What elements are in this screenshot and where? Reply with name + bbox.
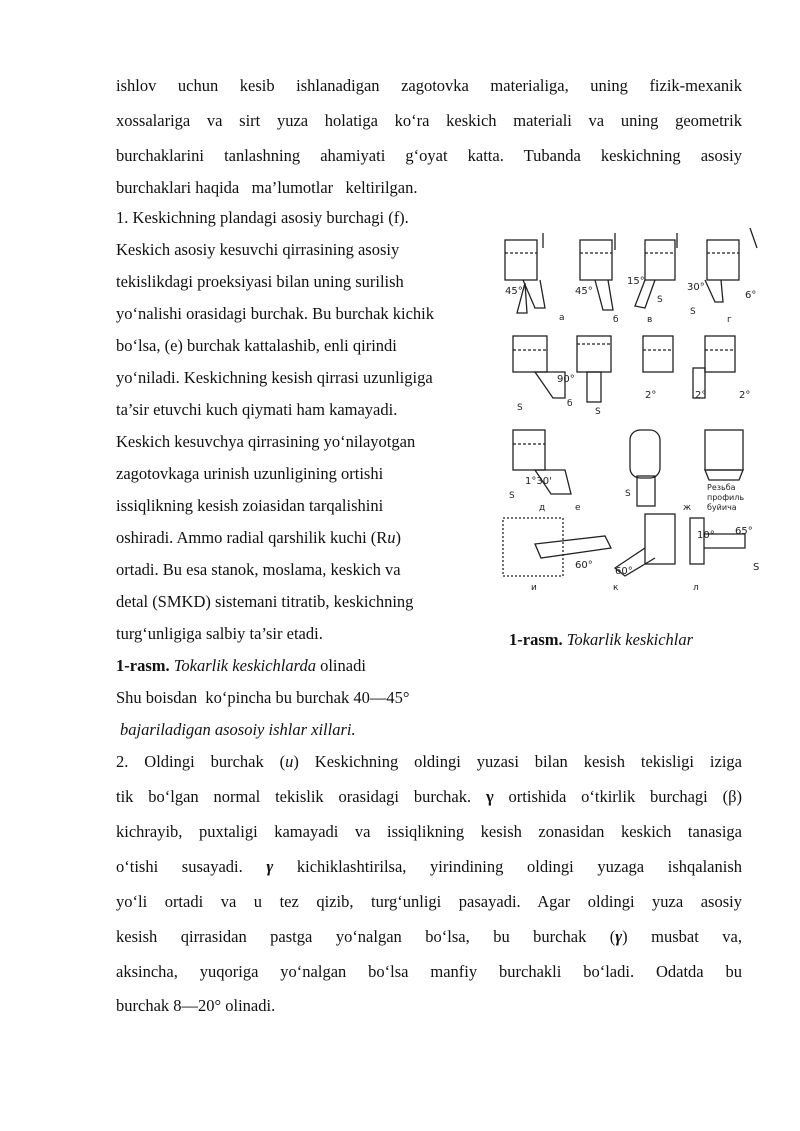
svg-text:д: д (539, 503, 546, 513)
gamma-symbol: γ (615, 927, 623, 946)
radial-force-post: ) (395, 528, 402, 547)
figure-caption-bold: 1-rasm. (509, 630, 563, 649)
section2-line-4 (116, 857, 742, 877)
figure-reference-bold: 1-rasm. (116, 656, 170, 675)
section2-l2-pre: tik bo‘lgan normal tekislik orasidagi burchak. (116, 787, 486, 806)
svg-text:к: к (613, 583, 619, 593)
svg-text:Резьба: Резьба (707, 483, 736, 492)
section2-l1-post: ) Keskichning oldingi yuzasi bilan kesish tekisligi iziga (293, 752, 742, 771)
section2-line-5: yo‘li ortadi va u tez qizib, turg‘unligi pasayadi. Agar oldingi yuza asosiy (116, 892, 742, 911)
section2-l1-it: u (285, 752, 294, 771)
tool-row4 (503, 514, 759, 593)
tool-row2-left (513, 336, 575, 413)
svg-text:S: S (517, 403, 523, 413)
intro-line-2: xossalariga va sirt yuza holatiga ko‘ra keskich materiali va uning geometrik (116, 111, 742, 130)
svg-text:2°: 2° (645, 390, 657, 401)
section1-line: Keskich kesuvchya qirrasining yo‘nilayotgan (116, 432, 416, 451)
section2-line-6 (116, 927, 742, 947)
figure-caption-italic: Tokarlik keskichlar (566, 630, 694, 649)
svg-text:е: е (575, 503, 581, 513)
tool-b (575, 233, 615, 310)
figure-caption (509, 630, 693, 650)
section1-line: detal (SMKD) sistemani titratib, keskichning (116, 592, 414, 611)
figure-reference (116, 656, 366, 676)
section2-line-3: kichrayib, puxtaligi kamayadi va issiqlikning kesish zonasidan keskich tanasiga (116, 822, 742, 841)
svg-text:и: и (531, 583, 537, 593)
tool-row3-left (509, 430, 581, 513)
section1-line: yo‘nalishi orasidagi burchak. Bu burchak kichik (116, 304, 435, 323)
section1-line: ta’sir etuvchi kuch qiymati ham kamayadi. (116, 400, 398, 419)
radial-force-pre: oshiradi. Ammo radial qarshilik kuchi (R (116, 528, 388, 547)
section1-line: tekislikdagi proeksiyasi bilan uning surilish (116, 272, 404, 291)
svg-text:S: S (690, 307, 696, 317)
svg-text:1°30': 1°30' (525, 476, 552, 487)
svg-text:15°: 15° (627, 276, 645, 287)
section2-line-2 (116, 787, 742, 807)
italic-line: bajariladigan asosoiy ishlar xillari. (120, 720, 356, 739)
svg-text:10°: 10° (697, 530, 715, 541)
section2-l1-pre: 2. Oldingi burchak ( (116, 752, 286, 771)
section2-line-8: burchak 8—20° olinadi. (116, 996, 276, 1015)
svg-text:в: в (647, 315, 653, 325)
section2-l2-post: ortishida o‘tkirlik burchagi (β) (493, 787, 742, 806)
angle-value-line: Shu boisdan ko‘pincha bu burchak 40—45° (116, 688, 410, 707)
section1-line: yo‘niladi. Keskichning kesish qirrasi uzunligiga (116, 368, 433, 387)
tool-v (627, 233, 677, 308)
svg-text:ж: ж (683, 503, 692, 513)
svg-text:60°: 60° (575, 560, 593, 571)
lathe-tools-drawing (495, 218, 775, 603)
svg-text:г: г (727, 315, 732, 325)
svg-text:60°: 60° (615, 566, 633, 577)
svg-text:л: л (693, 583, 699, 593)
section1-line: turg‘unligiga salbiy ta’sir etadi. (116, 624, 323, 643)
svg-text:S: S (625, 489, 631, 499)
tool-a (505, 233, 545, 313)
section1-line: issiqlikning kesish zoiasidan tarqalishini (116, 496, 384, 515)
svg-text:б: б (567, 399, 573, 409)
svg-text:30°: 30° (687, 282, 705, 293)
section1-heading: 1. Keskichning plandagi asosiy burchagi (f). (116, 208, 409, 227)
svg-text:2°: 2° (739, 390, 751, 401)
tool-row2-right (643, 336, 750, 401)
svg-text:профиль: профиль (707, 493, 745, 502)
intro-line-3: burchaklarini tanlashning ahamiyati g‘oyat katta. Tubanda keskichning asosiy (116, 146, 742, 165)
svg-text:45°: 45° (505, 286, 523, 297)
tool-g (657, 228, 757, 317)
svg-text:буйича: буйича (707, 503, 737, 512)
section2-line-1 (116, 752, 742, 772)
section2-l6-post: ) musbat va, (622, 927, 742, 946)
svg-text:2°: 2° (695, 390, 707, 401)
section1-line: zagotovkaga urinish uzunligining ortishi (116, 464, 384, 483)
figure-reference-rest: olinadi (315, 656, 366, 675)
gamma-symbol: γ (266, 857, 274, 876)
section2-l6-pre: kesish qirrasidan pastga yo‘nalgan bo‘lsa, bu burchak ( (116, 927, 616, 946)
gamma-symbol: γ (485, 787, 494, 806)
svg-text:S: S (595, 407, 601, 417)
section1-line: ortadi. Bu esa stanok, moslama, keskich va (116, 560, 401, 579)
radial-force-line (116, 528, 401, 548)
svg-text:90°: 90° (557, 374, 575, 385)
section2-line-7: aksincha, yuqoriga yo‘nalgan bo‘lsa manfiy burchakli bo‘ladi. Odatda bu (116, 962, 742, 981)
svg-text:S: S (509, 491, 515, 501)
intro-line-1: ishlov uchun kesib ishlanadigan zagotovka materialiga, uning fizik-mexanik (116, 76, 742, 95)
svg-text:а: а (559, 313, 565, 323)
svg-text:S: S (657, 295, 663, 305)
figure-reference-italic: Tokarlik keskichlarda (173, 656, 316, 675)
svg-text:45°: 45° (575, 286, 593, 297)
tool-row2-mid (577, 336, 611, 417)
intro-line-4: burchaklari haqida ma’lumotlar keltirilgan. (116, 178, 418, 197)
svg-text:65°: 65° (735, 526, 753, 537)
section2-l4-post: kichiklashtirilsa, yirindining oldingi yuzaga ishqalanish (273, 857, 742, 876)
svg-text:S: S (753, 562, 760, 573)
lathe-tools-figure (495, 218, 775, 603)
tool-row3-right (625, 430, 744, 513)
radial-force-sub: u (387, 528, 396, 547)
svg-text:б: б (613, 315, 619, 325)
section1-line: bo‘lsa, (e) burchak kattalashib, enli qirindi (116, 336, 397, 355)
svg-text:6°: 6° (745, 290, 757, 301)
section1-line: Keskich asosiy kesuvchi qirrasining asosiy (116, 240, 400, 259)
section2-l4-pre: o‘tishi susayadi. (116, 857, 267, 876)
